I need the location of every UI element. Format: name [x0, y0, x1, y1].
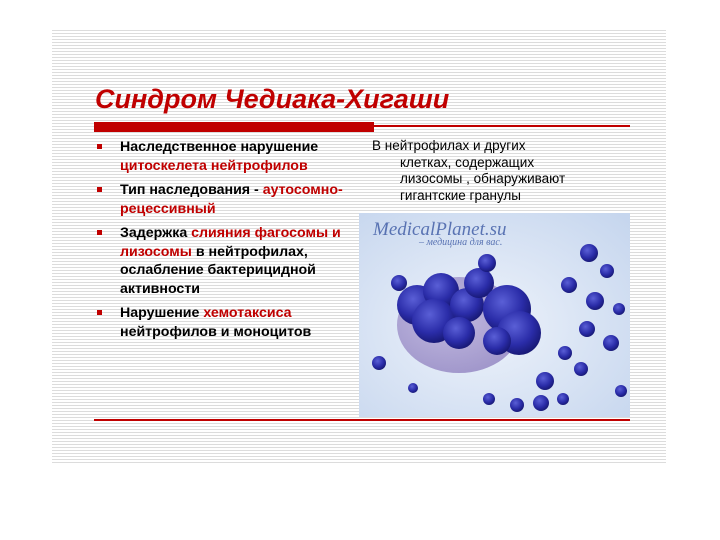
bullet-text: в нейтрофилах, ослабление бактерицидной активности	[120, 243, 316, 297]
bullet-item	[96, 138, 358, 175]
cell	[408, 383, 418, 393]
cell	[580, 244, 598, 262]
caption-line: В нейтрофилах и других	[372, 138, 526, 153]
bullet-emphasis: слияния фагосомы и лизосомы	[120, 225, 341, 260]
cell	[478, 254, 496, 272]
cell	[483, 327, 511, 355]
cell	[558, 346, 572, 360]
title-underline-line	[374, 125, 630, 127]
bullet-text: нейтрофилов и моноцитов	[120, 323, 312, 340]
micrograph-image	[359, 213, 630, 417]
bullet-text: Задержка	[120, 225, 192, 241]
bullet-item	[96, 181, 358, 218]
cell	[613, 303, 625, 315]
cell	[603, 335, 619, 351]
bullet-list	[96, 138, 358, 347]
cell	[510, 398, 524, 412]
bullet-emphasis: цитоскелета нейтрофилов	[120, 157, 308, 174]
bullet-text: Тип наследования -	[120, 182, 263, 198]
cell	[579, 321, 595, 337]
caption-line: гигантские гранулы	[400, 187, 521, 203]
caption-line: лизосомы , обнаруживают	[400, 171, 566, 186]
bottom-divider	[94, 419, 630, 421]
bullet-square-icon	[97, 144, 102, 149]
caption-line: клетках, содержащих	[400, 154, 535, 170]
image-caption	[372, 138, 632, 204]
bullet-square-icon	[97, 230, 102, 235]
cell	[443, 317, 475, 349]
bullet-emphasis: хемотаксиса	[203, 305, 292, 321]
bullet-item	[96, 304, 358, 341]
cell	[557, 393, 569, 405]
cell	[600, 264, 614, 278]
bullet-square-icon	[97, 187, 102, 192]
cell	[574, 362, 588, 376]
cell	[615, 385, 627, 397]
watermark-subtext: – медицина для вас.	[419, 237, 503, 248]
bullet-item	[96, 224, 358, 298]
bullet-square-icon	[97, 310, 102, 315]
cell	[533, 395, 549, 411]
cell	[391, 275, 407, 291]
bullet-text: Наследственное нарушение	[120, 139, 319, 155]
cell	[483, 393, 495, 405]
bullet-emphasis: аутосомно-рецессивный	[120, 182, 343, 217]
title-underline-bar	[94, 122, 374, 132]
cell	[536, 372, 554, 390]
watermark-text: MedicalPlanet.su	[373, 219, 507, 240]
cell	[372, 356, 386, 370]
cell	[561, 277, 577, 293]
cell	[586, 292, 604, 310]
bullet-text: Нарушение	[120, 305, 204, 321]
slide-title: Синдром Чедиака-Хигаши	[95, 84, 450, 114]
